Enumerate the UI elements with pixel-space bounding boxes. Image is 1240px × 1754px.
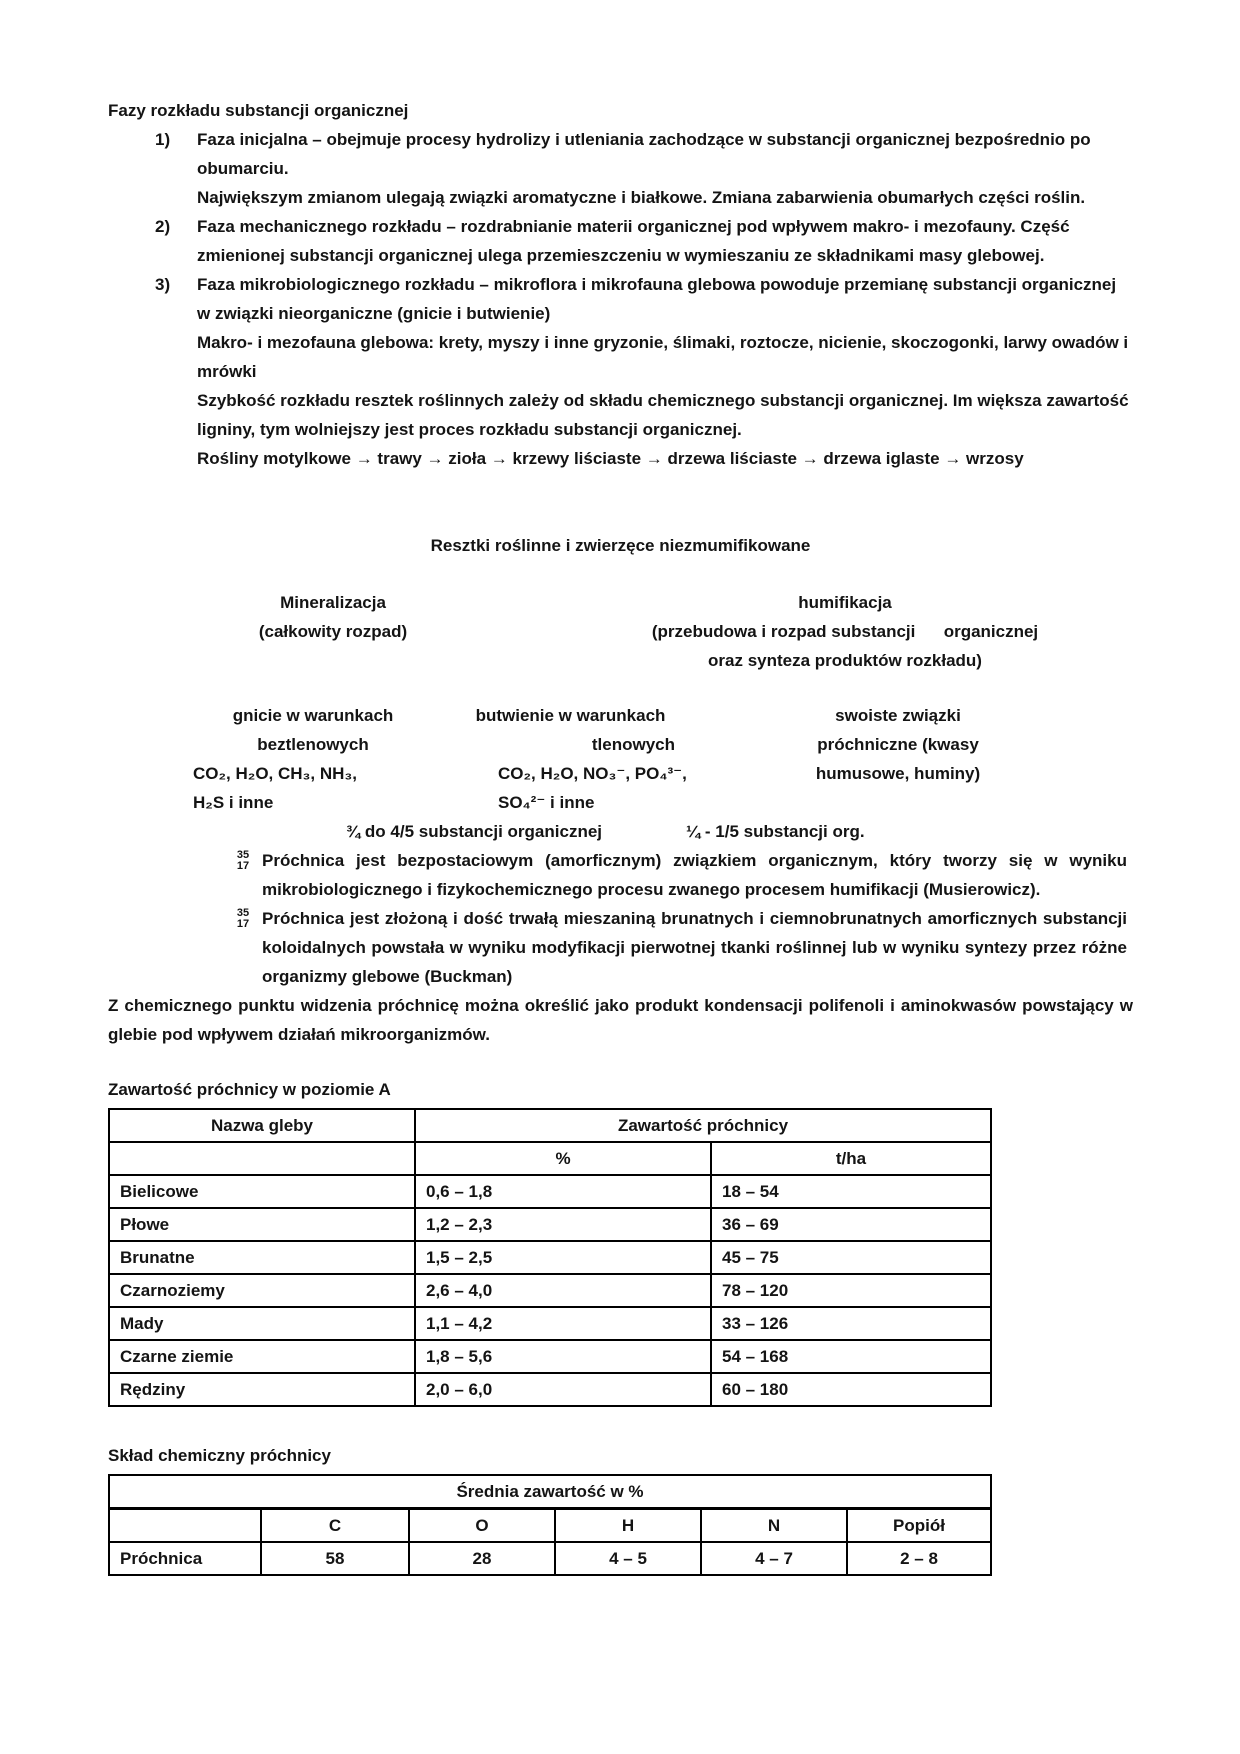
value-cell: 28 <box>409 1542 555 1575</box>
percent-value: 1,5 – 2,5 <box>415 1241 711 1274</box>
element-header: O <box>409 1509 555 1543</box>
mineralization-branch <box>108 588 558 675</box>
anaerobic-column <box>193 701 433 817</box>
aerobic-line1: butwienie w warunkach <box>475 706 666 725</box>
diagram-products <box>108 701 1133 817</box>
closing-paragraph: Z chemicznego punktu widzenia próchnicę można określić jako produkt kondensacji polifenoli i aminokwasów powstający w glebie pod wpływem działań mikroorganizmów. <box>108 996 1133 1044</box>
mineralization-title: Mineralizacja <box>280 593 386 612</box>
column-header: Nazwa gleby <box>109 1109 415 1142</box>
element-header: N <box>701 1509 847 1543</box>
diagram-branches <box>108 588 1133 675</box>
value-cell: 2 – 8 <box>847 1542 991 1575</box>
anaerobic-line1: gnicie w warunkach <box>232 706 394 725</box>
column-header: Zawartość próchnicy <box>415 1109 991 1142</box>
fraction-left: ¾ do 4/5 substancji organicznej <box>346 822 603 841</box>
soil-name: Brunatne <box>109 1241 415 1274</box>
aerobic-column <box>448 701 693 817</box>
element-header: H <box>555 1509 701 1543</box>
bullet-marker <box>231 908 255 929</box>
tha-value: 33 – 126 <box>711 1307 991 1340</box>
tha-value: 36 – 69 <box>711 1208 991 1241</box>
table-row <box>109 1307 991 1340</box>
table-row <box>109 1274 991 1307</box>
table-row <box>109 1175 991 1208</box>
aerobic-line2: tlenowych <box>591 735 675 754</box>
percent-value: 2,0 – 6,0 <box>415 1373 711 1406</box>
bullet-item-2 <box>108 904 1133 991</box>
table-row <box>109 1373 991 1406</box>
soil-name: Czarnoziemy <box>109 1274 415 1307</box>
tha-value: 54 – 168 <box>711 1340 991 1373</box>
value-cell: 58 <box>261 1542 409 1575</box>
paragraph: Makro- i mezofauna glebowa: krety, myszy i inne gryzonie, ślimaki, roztocze, nicienie, skoczogonki, larwy owadów i mrówki <box>197 333 1129 381</box>
bullet-marker-top: 35 <box>236 849 250 861</box>
tha-value: 18 – 54 <box>711 1175 991 1208</box>
value-cell: 4 – 5 <box>555 1542 701 1575</box>
humic-line1: swoiste związki <box>835 706 961 725</box>
row-label: Próchnica <box>109 1542 261 1575</box>
table2-heading: Skład chemiczny próchnicy <box>108 1446 331 1465</box>
bullet-item-1 <box>108 846 1133 904</box>
anaerobic-line2: beztlenowych <box>257 735 369 754</box>
humic-line3: humusowe, huminy) <box>815 764 981 783</box>
humification-line2: oraz synteza produktów rozkładu) <box>708 651 982 670</box>
table-subheader-row <box>109 1509 991 1543</box>
phases-heading: Fazy rozkładu substancji organicznej <box>108 101 409 120</box>
paragraph: Próchnica jest bezpostaciowym (amorficznym) związkiem organicznym, który tworzy się w wyniku mikrobiologicznego i fizykochemicznego procesu zwanego procesem humifikacji (Musierowicz). <box>262 851 1127 899</box>
element-header: Popiół <box>847 1509 991 1543</box>
tha-value: 45 – 75 <box>711 1241 991 1274</box>
empty-cell <box>109 1509 261 1543</box>
anaerobic-chemicals-2: H₂S i inne <box>193 793 274 812</box>
empty-cell <box>109 1142 415 1175</box>
percent-value: 1,1 – 4,2 <box>415 1307 711 1340</box>
phase-item-1 <box>108 125 1133 212</box>
paragraph: Faza mikrobiologicznego rozkładu – mikroflora i mikrofauna glebowa powoduje przemianę substancji organicznej w związki nieorganiczne (gnicie i butwienie) <box>197 275 1117 323</box>
table-row <box>109 1542 991 1575</box>
fraction-line <box>108 817 1133 846</box>
decomposition-sequence: Rośliny motylkowe → trawy → zioła → krzewy liściaste → drzewa liściaste → drzewa iglaste → wrzosy <box>197 449 1024 468</box>
humic-column <box>798 701 998 817</box>
phase-item-3 <box>108 270 1133 473</box>
column-header: % <box>415 1142 711 1175</box>
value-cell: 4 – 7 <box>701 1542 847 1575</box>
diagram-title: Resztki roślinne i zwierzęce niezmumifikowane <box>430 536 811 555</box>
humification-title: humifikacja <box>798 593 892 612</box>
humus-content-table <box>108 1108 992 1407</box>
humus-composition-table <box>108 1474 992 1576</box>
bullet-marker <box>231 850 255 871</box>
phase-item-2 <box>108 212 1133 270</box>
percent-value: 2,6 – 4,0 <box>415 1274 711 1307</box>
paragraph: Faza inicjalna – obejmuje procesy hydrolizy i utleniania zachodzące w substancji organicznej bezpośrednio po obumarciu. <box>197 130 1091 178</box>
fraction-right: ¼ - 1/5 substancji org. <box>686 822 865 841</box>
paragraph: Próchnica jest złożoną i dość trwałą mieszaniną brunatnych i ciemnobrunatnych amorficznych substancji koloidalnych powstała w wyniku modyfikacji pierwotnej tkanki roślinnej lub w wyniku syntezy przez różne organizmy glebowe (Buckman) <box>262 909 1127 986</box>
percent-value: 1,8 – 5,6 <box>415 1340 711 1373</box>
table-row <box>109 1208 991 1241</box>
table-top-header: Średnia zawartość w % <box>109 1475 991 1509</box>
bullet-marker-top: 35 <box>236 907 250 919</box>
list-number-3: 3) <box>155 275 171 294</box>
table1-heading: Zawartość próchnicy w poziomie A <box>108 1080 391 1099</box>
table-row <box>109 1340 991 1373</box>
humification-branch <box>558 588 1132 675</box>
anaerobic-chemicals: CO₂, H₂O, CH₃, NH₃, <box>193 764 357 783</box>
tha-value: 78 – 120 <box>711 1274 991 1307</box>
paragraph: Szybkość rozkładu resztek roślinnych zależy od składu chemicznego substancji organicznej. Im większa zawartość ligniny, tym wolniejszy jest proces rozkładu substancji organicznej. <box>197 391 1129 439</box>
list-number-1: 1) <box>155 130 171 149</box>
aerobic-chemicals: CO₂, H₂O, NO₃⁻, PO₄³⁻, <box>498 764 687 783</box>
mineralization-subtitle: (całkowity rozpad) <box>258 622 408 641</box>
list-number-2: 2) <box>155 217 171 236</box>
aerobic-chemicals-2: SO₄²⁻ i inne <box>498 793 595 812</box>
table-row <box>109 1241 991 1274</box>
humic-line2: próchniczne (kwasy <box>817 735 979 754</box>
soil-name: Czarne ziemie <box>109 1340 415 1373</box>
soil-name: Rędziny <box>109 1373 415 1406</box>
paragraph: Faza mechanicznego rozkładu – rozdrabnianie materii organicznej pod wpływem makro- i mezofauny. Część zmienionej substancji organicznej ulega przemieszczeniu w wymieszaniu ze składnikami masy glebowej. <box>197 217 1070 265</box>
percent-value: 1,2 – 2,3 <box>415 1208 711 1241</box>
percent-value: 0,6 – 1,8 <box>415 1175 711 1208</box>
humification-line1: (przebudowa i rozpad substancji organicznej <box>651 622 1039 641</box>
column-header: t/ha <box>711 1142 991 1175</box>
soil-name: Mady <box>109 1307 415 1340</box>
bullet-marker-bottom: 17 <box>236 917 250 930</box>
soil-name: Płowe <box>109 1208 415 1241</box>
table-subheader-row <box>109 1142 991 1175</box>
element-header: C <box>261 1509 409 1543</box>
table-header-row <box>109 1475 991 1509</box>
paragraph: Największym zmianom ulegają związki aromatyczne i białkowe. Zmiana zabarwienia obumarłych części roślin. <box>197 188 1086 207</box>
table-header-row <box>109 1109 991 1142</box>
soil-name: Bielicowe <box>109 1175 415 1208</box>
tha-value: 60 – 180 <box>711 1373 991 1406</box>
bullet-marker-bottom: 17 <box>236 859 250 872</box>
